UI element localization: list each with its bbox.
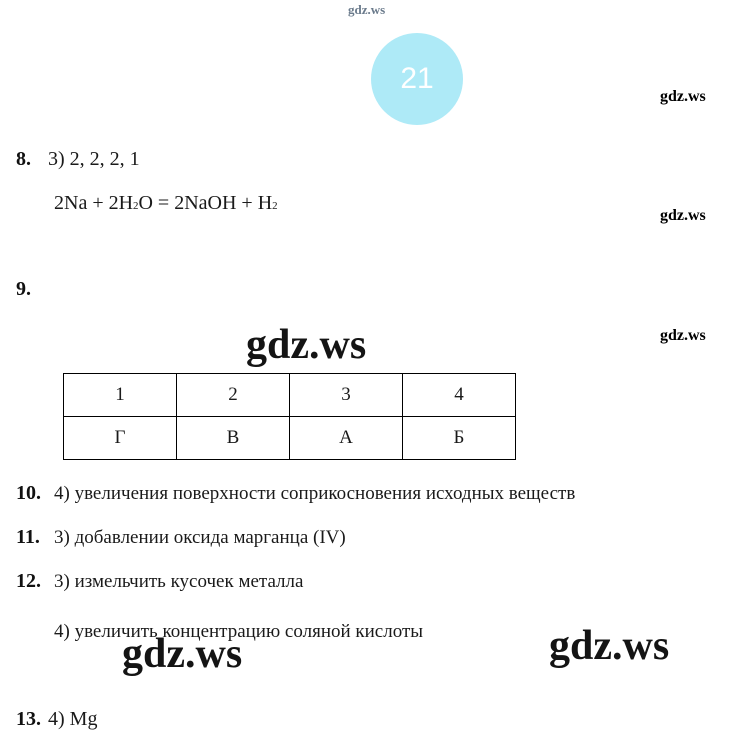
table-row-header: [64, 374, 516, 417]
equation-subscript-1: 2: [133, 200, 139, 212]
item-number: 13.: [16, 708, 41, 730]
item-answer: 3) добавлении оксида марганца (IV): [54, 527, 346, 548]
matching-answer-table: [63, 373, 516, 460]
table-header-cell: 3: [290, 374, 403, 417]
item-answer: 4) Mg: [48, 708, 98, 730]
equation-middle: O = 2NaOH + H: [138, 192, 273, 214]
item-number: 10.: [16, 482, 41, 504]
table-header-cell: 1: [64, 374, 177, 417]
watermark-right-2: gdz.ws: [660, 207, 706, 224]
item-number: 11.: [16, 526, 40, 548]
watermark-right-1: gdz.ws: [660, 88, 706, 105]
answer-item-13: [16, 708, 97, 731]
table-cell: Г: [64, 417, 177, 460]
item-number: 9.: [16, 278, 31, 300]
item-answer: 4) увеличения поверхности соприкосновения исходных веществ: [54, 483, 576, 504]
item-number: 12.: [16, 570, 41, 592]
answer-item-9: [16, 278, 31, 301]
equation-prefix: 2Na + 2H: [54, 192, 134, 214]
table-header-cell: 4: [403, 374, 516, 417]
watermark-big-2: gdz.ws: [122, 631, 243, 677]
item-answer-extra: 4) увеличить концентрацию соляной кислоты: [54, 621, 424, 642]
answer-item-12: [16, 570, 303, 593]
table-header-cell: 2: [177, 374, 290, 417]
table-cell: Б: [403, 417, 516, 460]
watermark-top: gdz.ws: [348, 2, 386, 17]
item-number: 8.: [16, 148, 31, 170]
item-answer: 3) измельчить кусочек металла: [54, 571, 304, 592]
table-cell: А: [290, 417, 403, 460]
watermark-big-1: gdz.ws: [246, 322, 367, 368]
equation-subscript-2: 2: [272, 200, 278, 212]
answer-item-10: [16, 482, 575, 505]
watermark-big-3: gdz.ws: [549, 623, 670, 669]
answer-item-8: [16, 148, 140, 171]
page-number-badge: 21: [371, 33, 463, 125]
answer-item-12-extra: [54, 621, 423, 643]
answer-item-11: [16, 526, 346, 549]
table-row: [64, 417, 516, 460]
watermark-right-3: gdz.ws: [660, 327, 706, 344]
item-answer: 3) 2, 2, 2, 1: [48, 148, 140, 170]
table-cell: В: [177, 417, 290, 460]
equation-8: [54, 192, 278, 215]
